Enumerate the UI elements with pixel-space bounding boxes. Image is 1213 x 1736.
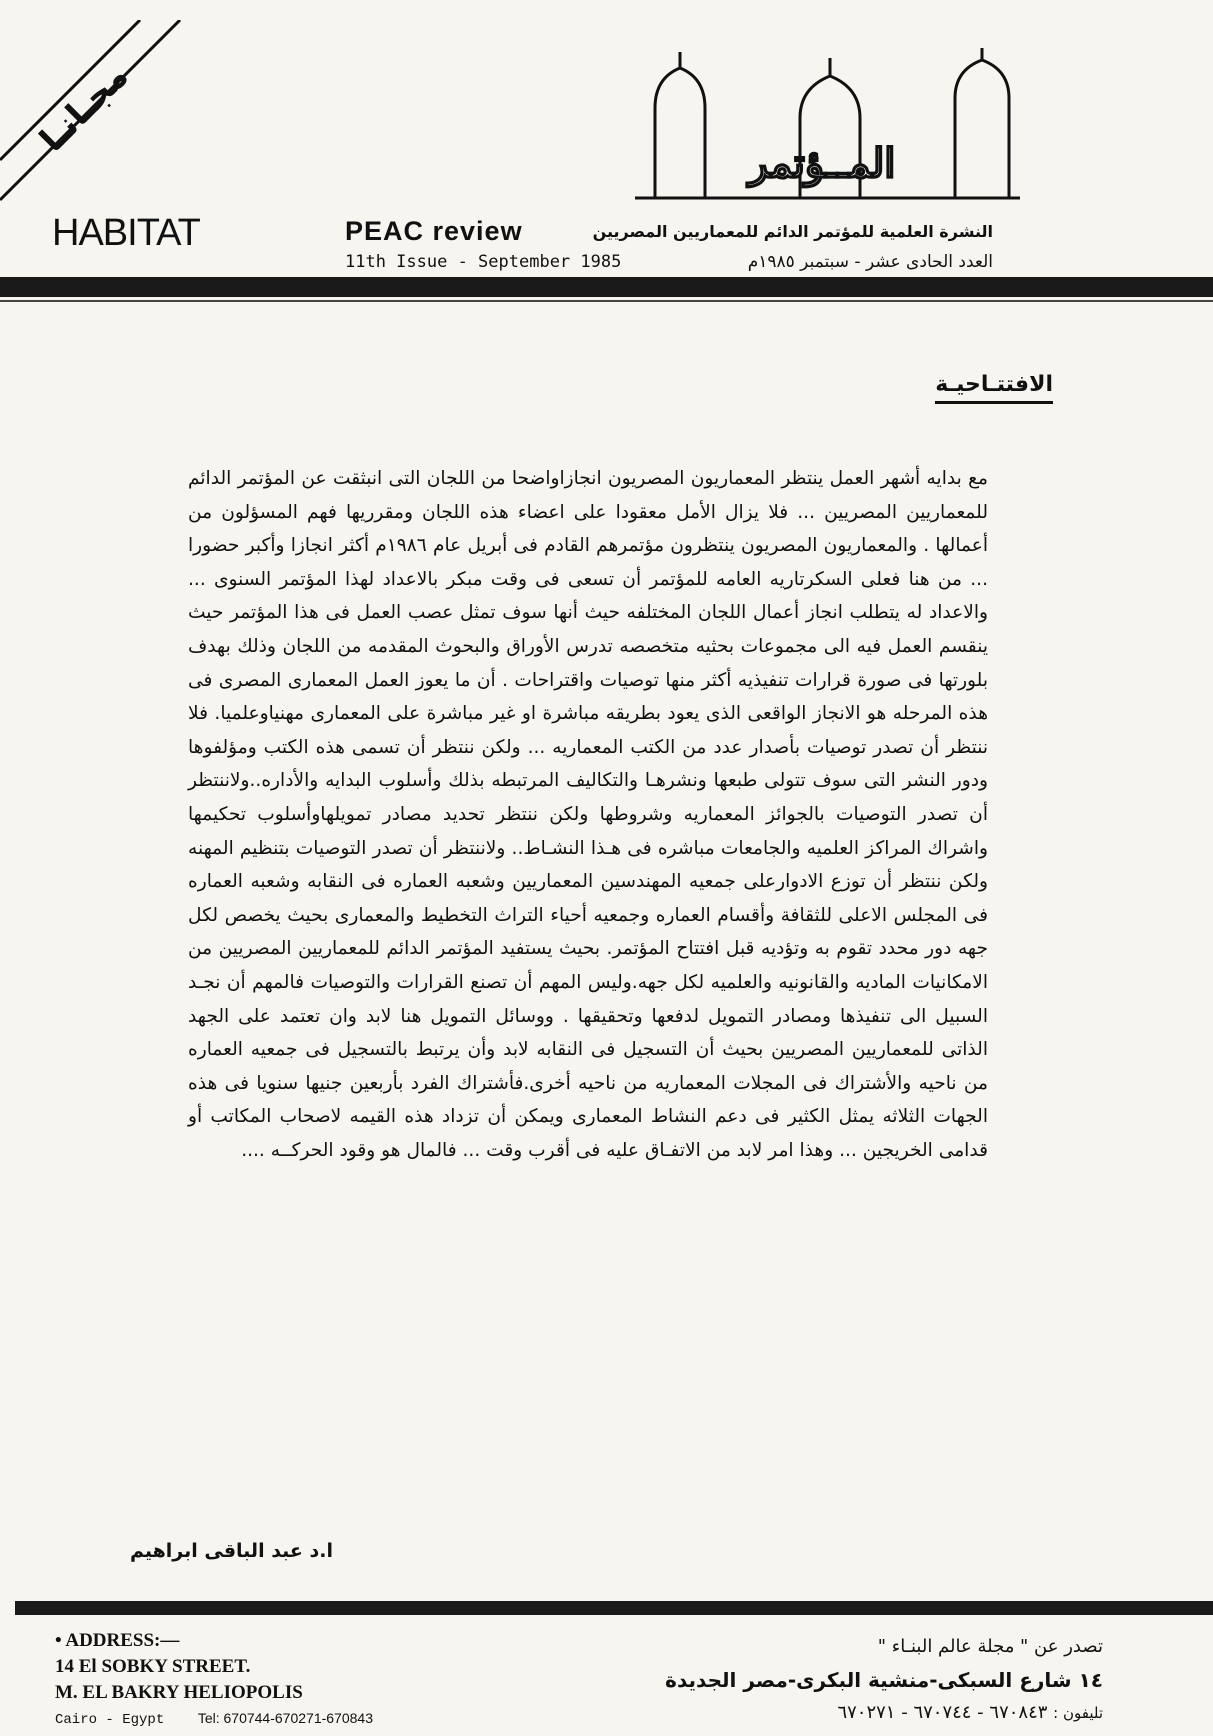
source-arabic: تصدر عن " مجلة عالم البنـاء " bbox=[877, 1636, 1103, 1657]
address-line-2: M. EL BAKRY HELIOPOLIS bbox=[55, 1682, 303, 1703]
article-body: مع بدايه أشهر العمل ينتظر المعماريون المصريون انجازاواضحا من اللجان التى انبثقت عن المؤتمر الدائم للمعماريين المصريين ... فلا يزال الأمل معقودا على اعضاء هذه اللجان ومقرريها فهم المسؤلون من أعمالها . والمعماريون المصريون ينتظرون مؤتمرهم القادم فى أبريل عام ١٩٨٦م أكثر انجازا وأكبر حضورا ... من هنا فعلى السكرتاريه العامه للمؤتمر أن تسعى فى وقت مبكر بالاعداد لهذا المؤتمر السنوى ... والاعداد له يتطلب انجاز أعمال اللجان المختلفه حيث أنها سوف تمثل عصب العمل فى هذا المؤتمر حيث ينقسم العمل فيه الى مجموعات بحثيه متخصصه تدرس الأوراق والبحوث المقدمه من اللجان وذلك بهدف بلورتها فى صورة قرارات تنفيذيه أكثر منها توصيات واقتراحات . أن ما يعوز العمل المعمارى المصرى فى هذه المرحله هو الانجاز الواقعى الذى يعود بطريقه مباشرة او غير مباشرة على المعمارى مهنياوعلميا. فلا ننتظر أن تصدر توصيات بأصدار عدد من الكتب المعماريه ... ولكن ننتظر أن تسمى هذه الكتب ومؤلفوها ودور النشر التى سوف تتولى طبعها ونشرهـا والتكاليف المرتبطه بذلك وأسلوب البدايه والأداره..ولاننتظر أن تصدر التوصيات بالجوائز المعماريه وشروطها ولكن ننتظر تحديد مصادر تمويلهاوأسلوب تحكيمها واشراك المراكز العلميه والجامعات مباشره فى هـذا النشـاط.. ولاننتظر أن تصدر التوصيات بتنظيم المهنه ولكن ننتظر أن توزع الادوارعلى جمعيه المهندسين المعماريين وشعبه العماره فى النقابه وشعبه العماره فى المجلس الاعلى للثقافة وأقسام العماره وجمعيه أحياء التراث التخطيط والمعمارى بحيث يخصص لكل جهه دور محدد تقوم به وتؤديه قبل افتتاح المؤتمر. بحيث يستفيد المؤتمر الدائم للمعماريين المصريين من الامكانيات الماديه والقانونيه والعلميه لكل جهه.وليس المهم أن تصنع القرارات والتوصيات فالمهم أن نجـد السبيل الى تنفيذها ومصادر التمويل لدفعها وتحقيقها . ووسائل التمويل هنا لابد وان تعتمد على الجهد الذاتى للمعماريين المصريين بحيث أن التسجيل فى النقابه لابد وأن يرتبط بالتسجيل فى جمعيه العماره من ناحيه والأشتراك فى المجلات المعماريه من ناحيه أخرى.فأشتراك الفرد بأربعين جنيها سنويا فى هذه الجهات الثلاثه يمثل الكثير فى دعم النشاط المعمارى ويمكن أن تزداد هذه القيمه لاصحاب المكاتب أو قدامى الخريجين ... وهذا امر لابد من الاتفـاق عليه فى أقرب وقت ... فالمال هو وقود الحركــه .... bbox=[188, 468, 989, 1161]
address-arabic: ١٤ شارع السبكى-منشية البكرى-مصر الجديدة bbox=[665, 1668, 1103, 1692]
header-rule-thin bbox=[0, 300, 1213, 302]
phone-numbers-arabic: ٦٧٠٨٤٣ - ٦٧٠٧٤٤ - ٦٧٠٢٧١ bbox=[837, 1702, 1048, 1723]
address-telephone: Tel: 670744-670271-670843 bbox=[197, 1710, 373, 1726]
free-stamp bbox=[0, 20, 200, 220]
logo-arabic-title: المــؤتمر bbox=[748, 140, 896, 187]
article-title: الافتتـاحيـة bbox=[935, 372, 1053, 404]
article-signature: ا.د عبد الباقى ابراهيم bbox=[129, 1540, 333, 1562]
phone-arabic bbox=[837, 1702, 1103, 1723]
review-title: PEAC review bbox=[345, 216, 523, 246]
phone-label-arabic: تليفون : bbox=[1053, 1704, 1103, 1722]
issue-arabic: العدد الحادى عشر - سبتمبر ١٩٨٥م bbox=[747, 252, 993, 272]
address-label: • ADDRESS:— bbox=[55, 1630, 180, 1651]
free-stamp-text: مجـانـا bbox=[32, 56, 137, 161]
header-rule bbox=[0, 277, 1213, 297]
habitat-wordmark: HABITAT bbox=[52, 212, 200, 254]
address-line-1: 14 El SOBKY STREET. bbox=[55, 1656, 251, 1677]
issue-english: 11th Issue - September 1985 bbox=[345, 252, 622, 272]
footer-rule bbox=[15, 1601, 1213, 1615]
publisher-arabic: النشرة العلمية للمؤتمر الدائم للمعماريين المصريين bbox=[592, 222, 993, 241]
address-line-3 bbox=[55, 1710, 373, 1728]
address-city: Cairo - Egypt bbox=[55, 1712, 165, 1728]
